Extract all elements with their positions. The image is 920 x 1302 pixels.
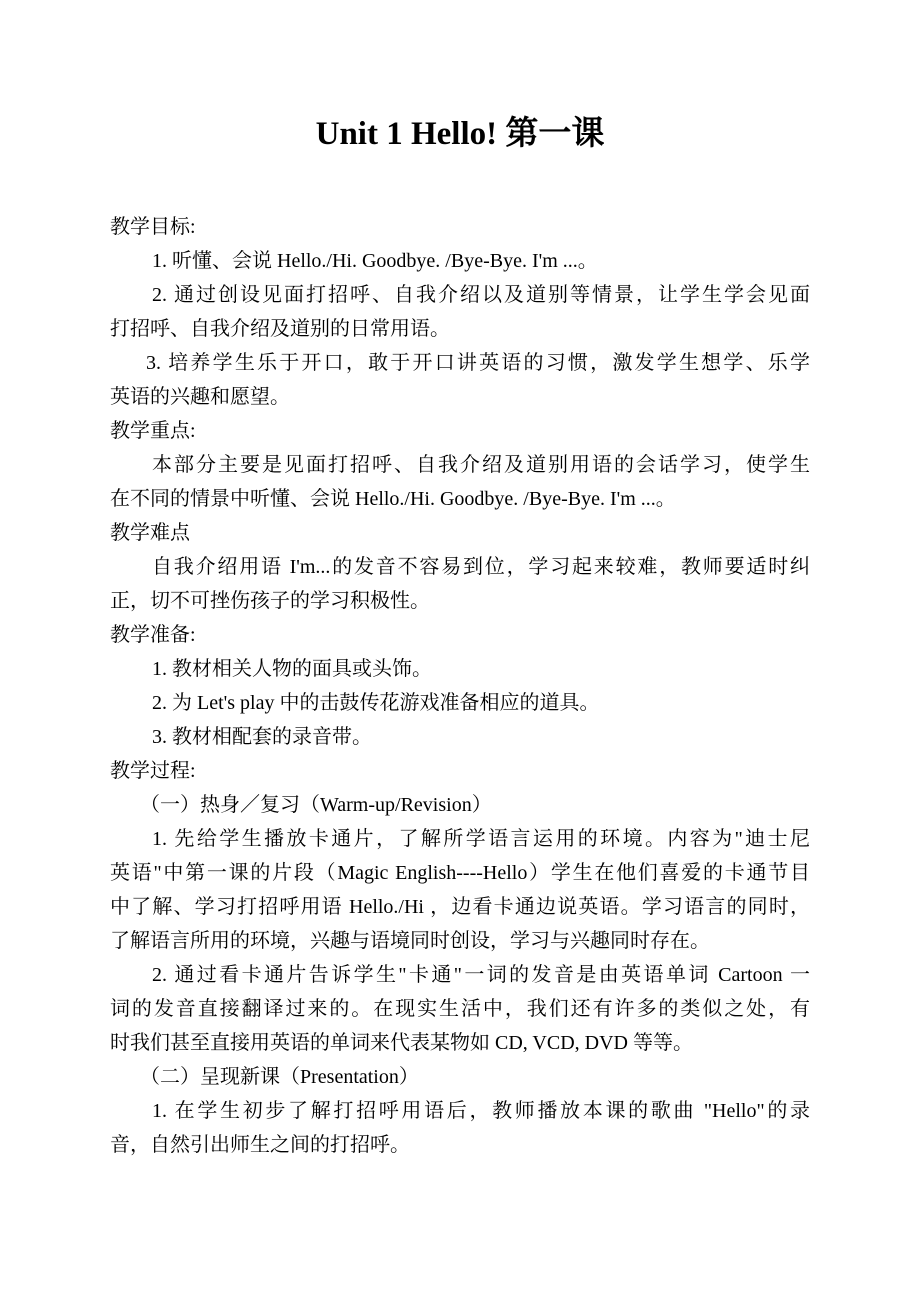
difficulties-line-1: 自我介绍用语 I'm...的发音不容易到位，学习起来较难，教师要适时纠: [152, 556, 810, 578]
section-heading-preparation: 教学准备:: [110, 624, 196, 646]
presentation-item-1-line-2: 音，自然引出师生之间的打招呼。: [110, 1134, 410, 1156]
objective-item-3-line-1: 3. 培养学生乐于开口，敢于开口讲英语的习惯，激发学生想学、乐学: [146, 352, 810, 374]
objective-item-1: 1. 听懂、会说 Hello./Hi. Goodbye. /Bye-Bye. I'm ...。: [152, 250, 598, 272]
warmup-item-1-line-3: 中了解、学习打招呼用语 Hello./Hi ，边看卡通边说英语。学习语言的同时，: [110, 896, 810, 918]
section-heading-process: 教学过程:: [110, 760, 196, 782]
warmup-item-1-line-1: 1. 先给学生播放卡通片，了解所学语言运用的环境。内容为"迪士尼: [152, 828, 810, 850]
presentation-item-1-line-1: 1. 在学生初步了解打招呼用语后，教师播放本课的歌曲 "Hello"的录: [152, 1100, 810, 1122]
objective-item-2-line-2: 打招呼、自我介绍及道别的日常用语。: [110, 318, 450, 340]
preparation-item-3: 3. 教材相配套的录音带。: [152, 726, 372, 748]
preparation-item-2: 2. 为 Let's play 中的击鼓传花游戏准备相应的道具。: [152, 692, 600, 714]
objective-item-2-line-1: 2. 通过创设见面打招呼、自我介绍以及道别等情景，让学生学会见面: [152, 284, 810, 306]
warmup-item-2-line-1: 2. 通过看卡通片告诉学生"卡通"一词的发音是由英语单词 Cartoon 一: [152, 964, 810, 986]
section-heading-objectives: 教学目标:: [110, 216, 196, 238]
process-subheading-warmup: （一）热身／复习（Warm-up/Revision）: [140, 794, 492, 816]
warmup-item-2-line-2: 词的发音直接翻译过来的。在现实生活中，我们还有许多的类似之处，有: [110, 998, 810, 1020]
process-subheading-presentation: （二）呈现新课（Presentation）: [140, 1066, 419, 1088]
difficulties-line-2: 正，切不可挫伤孩子的学习积极性。: [110, 590, 430, 612]
section-heading-difficulties: 教学难点: [110, 522, 190, 544]
key-points-line-2: 在不同的情景中听懂、会说 Hello./Hi. Goodbye. /Bye-Bye. I'm ...。: [110, 488, 676, 510]
document-title: Unit 1 Hello! 第一课: [315, 116, 605, 152]
warmup-item-1-line-2: 英语"中第一课的片段（Magic English----Hello）学生在他们喜爱的卡通节目: [110, 862, 810, 884]
warmup-item-1-line-4: 了解语言所用的环境，兴趣与语境同时创设，学习与兴趣同时存在。: [110, 930, 710, 952]
preparation-item-1: 1. 教材相关人物的面具或头饰。: [152, 658, 432, 680]
objective-item-3-line-2: 英语的兴趣和愿望。: [110, 386, 290, 408]
section-heading-key-points: 教学重点:: [110, 420, 196, 442]
key-points-line-1: 本部分主要是见面打招呼、自我介绍及道别用语的会话学习，使学生: [152, 454, 810, 476]
warmup-item-2-line-3: 时我们甚至直接用英语的单词来代表某物如 CD, VCD, DVD 等等。: [110, 1032, 693, 1054]
